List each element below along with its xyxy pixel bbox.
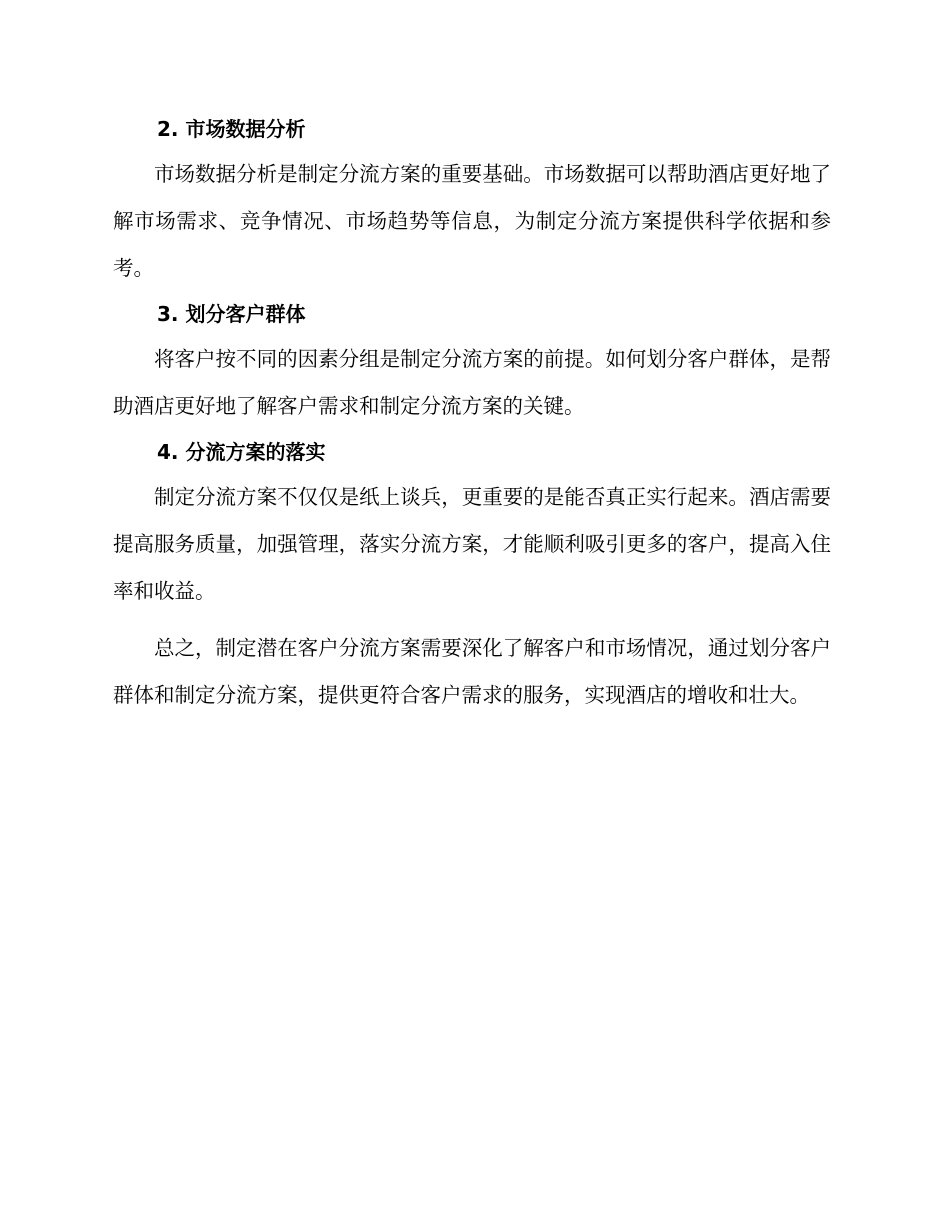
section-heading-customer-groups: 3. 划分客户群体 xyxy=(157,302,306,326)
section-paragraph-customer-groups: 将客户按不同的因素分组是制定分流方案的前提。如何划分客户群体，是帮助酒店更好地了解客户需求和制定分流方案的关键。 xyxy=(113,347,831,418)
conclusion-paragraph: 总之，制定潜在客户分流方案需要深化了解客户和市场情况，通过划分客户群体和制定分流方案，提供更符合客户需求的服务，实现酒店的增收和壮大。 xyxy=(113,636,831,707)
section-heading-market-data: 2. 市场数据分析 xyxy=(157,117,306,141)
section-paragraph-market-data: 市场数据分析是制定分流方案的重要基础。市场数据可以帮助酒店更好地了解市场需求、竞争情况、市场趋势等信息，为制定分流方案提供科学依据和参考。 xyxy=(113,162,831,280)
section-paragraph-implementation: 制定分流方案不仅仅是纸上谈兵，更重要的是能否真正实行起来。酒店需要提高服务质量，加强管理，落实分流方案，才能顺利吸引更多的客户，提高入住率和收益。 xyxy=(113,485,831,603)
document-body xyxy=(113,112,831,719)
section-heading-implementation: 4. 分流方案的落实 xyxy=(157,440,326,464)
